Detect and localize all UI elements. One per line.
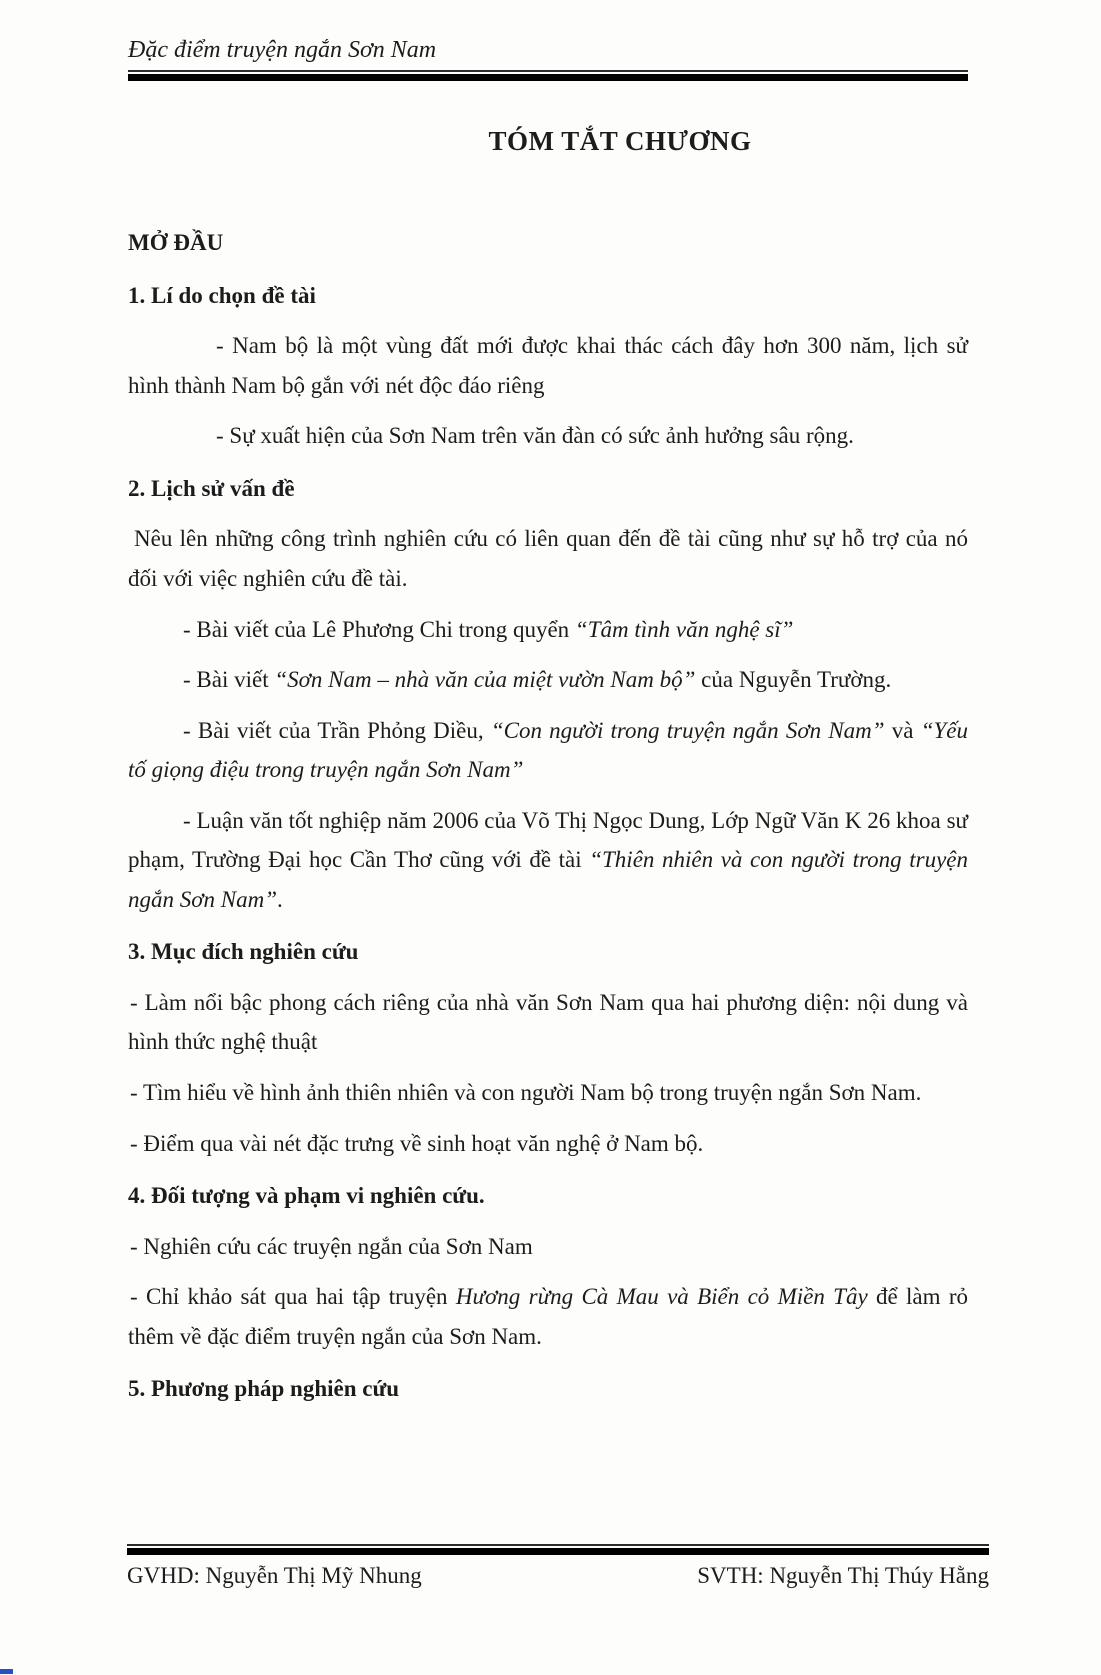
section-3-bullet-2: - Tìm hiểu về hình ảnh thiên nhiên và con người Nam bộ trong truyện ngắn Sơn Nam. [130, 1080, 922, 1106]
bullet-text: . [277, 886, 283, 912]
footer-text-row [127, 1561, 989, 1591]
bullet-text: - Luận văn tốt nghiệp năm 2006 của Võ Thị Ngọc Dung, Lớp Ngữ Văn K 26 khoa sư phạm, Trường Đại học Cần Thơ cũng với đề tài [128, 807, 968, 873]
section-1-bullet-1: - Nam bộ là một vùng đất mới được khai thác cách đây hơn 300 năm, lịch sử hình thành Nam bộ gắn với nét độc đáo riêng [128, 333, 968, 398]
section-5-heading: 5. Phương pháp nghiên cứu [128, 1376, 400, 1402]
page-title: TÓM TẮT CHƯƠNG [488, 125, 752, 156]
cited-work-title: “Con người trong truyện ngắn Sơn Nam” [490, 717, 885, 743]
footer-rule-thin-line [127, 1544, 989, 1546]
section-2-heading: 2. Lịch sử vấn đề [128, 475, 295, 501]
bullet-text: để làm rỏ thêm về đặc điểm truyện ngắn của Sơn Nam. [128, 1284, 969, 1349]
page-content [128, 36, 968, 1418]
opening-heading: MỞ ĐẦU [128, 230, 224, 256]
bullet-text: - Bài viết [183, 667, 275, 693]
cited-work-title: “Thiên nhiên và con người trong truyện ngắn Sơn Nam” [128, 847, 968, 912]
bullet-text: - Bài viết của Trần Phỏng Diều, [183, 717, 491, 743]
page-footer [127, 1544, 989, 1591]
section-3-bullet-1: - Làm nổi bậc phong cách riêng của nhà văn Sơn Nam qua hai phương diện: nội dung và hình thức nghệ thuật [128, 989, 968, 1055]
section-1-bullet-2: - Sự xuất hiện của Sơn Nam trên văn đàn có sức ảnh hưởng sâu rộng. [216, 423, 854, 449]
section-2-bullet-3 [128, 711, 968, 790]
footer-rule-thick-line [127, 1548, 989, 1555]
header-rule [128, 70, 968, 81]
bullet-text: của Nguyễn Trường. [695, 667, 892, 693]
scan-artifact-mark [0, 1669, 13, 1674]
section-4-bullet-2 [128, 1277, 968, 1356]
document-body [128, 223, 968, 1409]
cited-work-title: Hương rừng Cà Mau và Biển cỏ Miền Tây [455, 1284, 868, 1310]
header-rule-thin-line [128, 70, 968, 72]
section-4-heading: 4. Đối tượng và phạm vi nghiên cứu. [128, 1183, 485, 1209]
section-1-heading: 1. Lí do chọn đề tài [128, 282, 316, 308]
bullet-text: và [884, 717, 921, 743]
footer-student: SVTH: Nguyễn Thị Thúy Hằng [697, 1563, 989, 1588]
cited-work-title: “Sơn Nam – nhà văn của miệt vườn Nam bộ” [274, 667, 696, 693]
bullet-text: - Chỉ khảo sát qua hai tập truyện [130, 1284, 456, 1310]
section-2-intro: Nêu lên những công trình nghiên cứu có liên quan đến đề tài cũng như sự hỗ trợ của nó đối với việc nghiên cứu đề tài. [128, 526, 968, 592]
section-3-bullet-3: - Điểm qua vài nét đặc trưng về sinh hoạt văn nghệ ở Nam bộ. [130, 1130, 704, 1156]
header-rule-thick-line [128, 74, 968, 81]
section-4-bullet-1: - Nghiên cứu các truyện ngắn của Sơn Nam [130, 1233, 533, 1259]
running-header-title: Đặc điểm truyện ngắn Sơn Nam [128, 37, 437, 63]
cited-work-title: “Yếu tố giọng điệu trong truyện ngắn Sơn Nam” [128, 717, 968, 783]
cited-work-title: “Tâm tình văn nghệ sĩ” [574, 616, 794, 642]
section-3-heading: 3. Mục đích nghiên cứu [128, 939, 359, 965]
section-2-bullet-4 [128, 801, 968, 920]
section-2-bullet-2 [128, 660, 968, 700]
bullet-text: - Bài viết của Lê Phương Chi trong quyển [183, 616, 575, 642]
footer-advisor: GVHD: Nguyễn Thị Mỹ Nhung [127, 1563, 422, 1588]
footer-rule [127, 1544, 989, 1555]
section-2-bullet-1 [128, 610, 968, 650]
